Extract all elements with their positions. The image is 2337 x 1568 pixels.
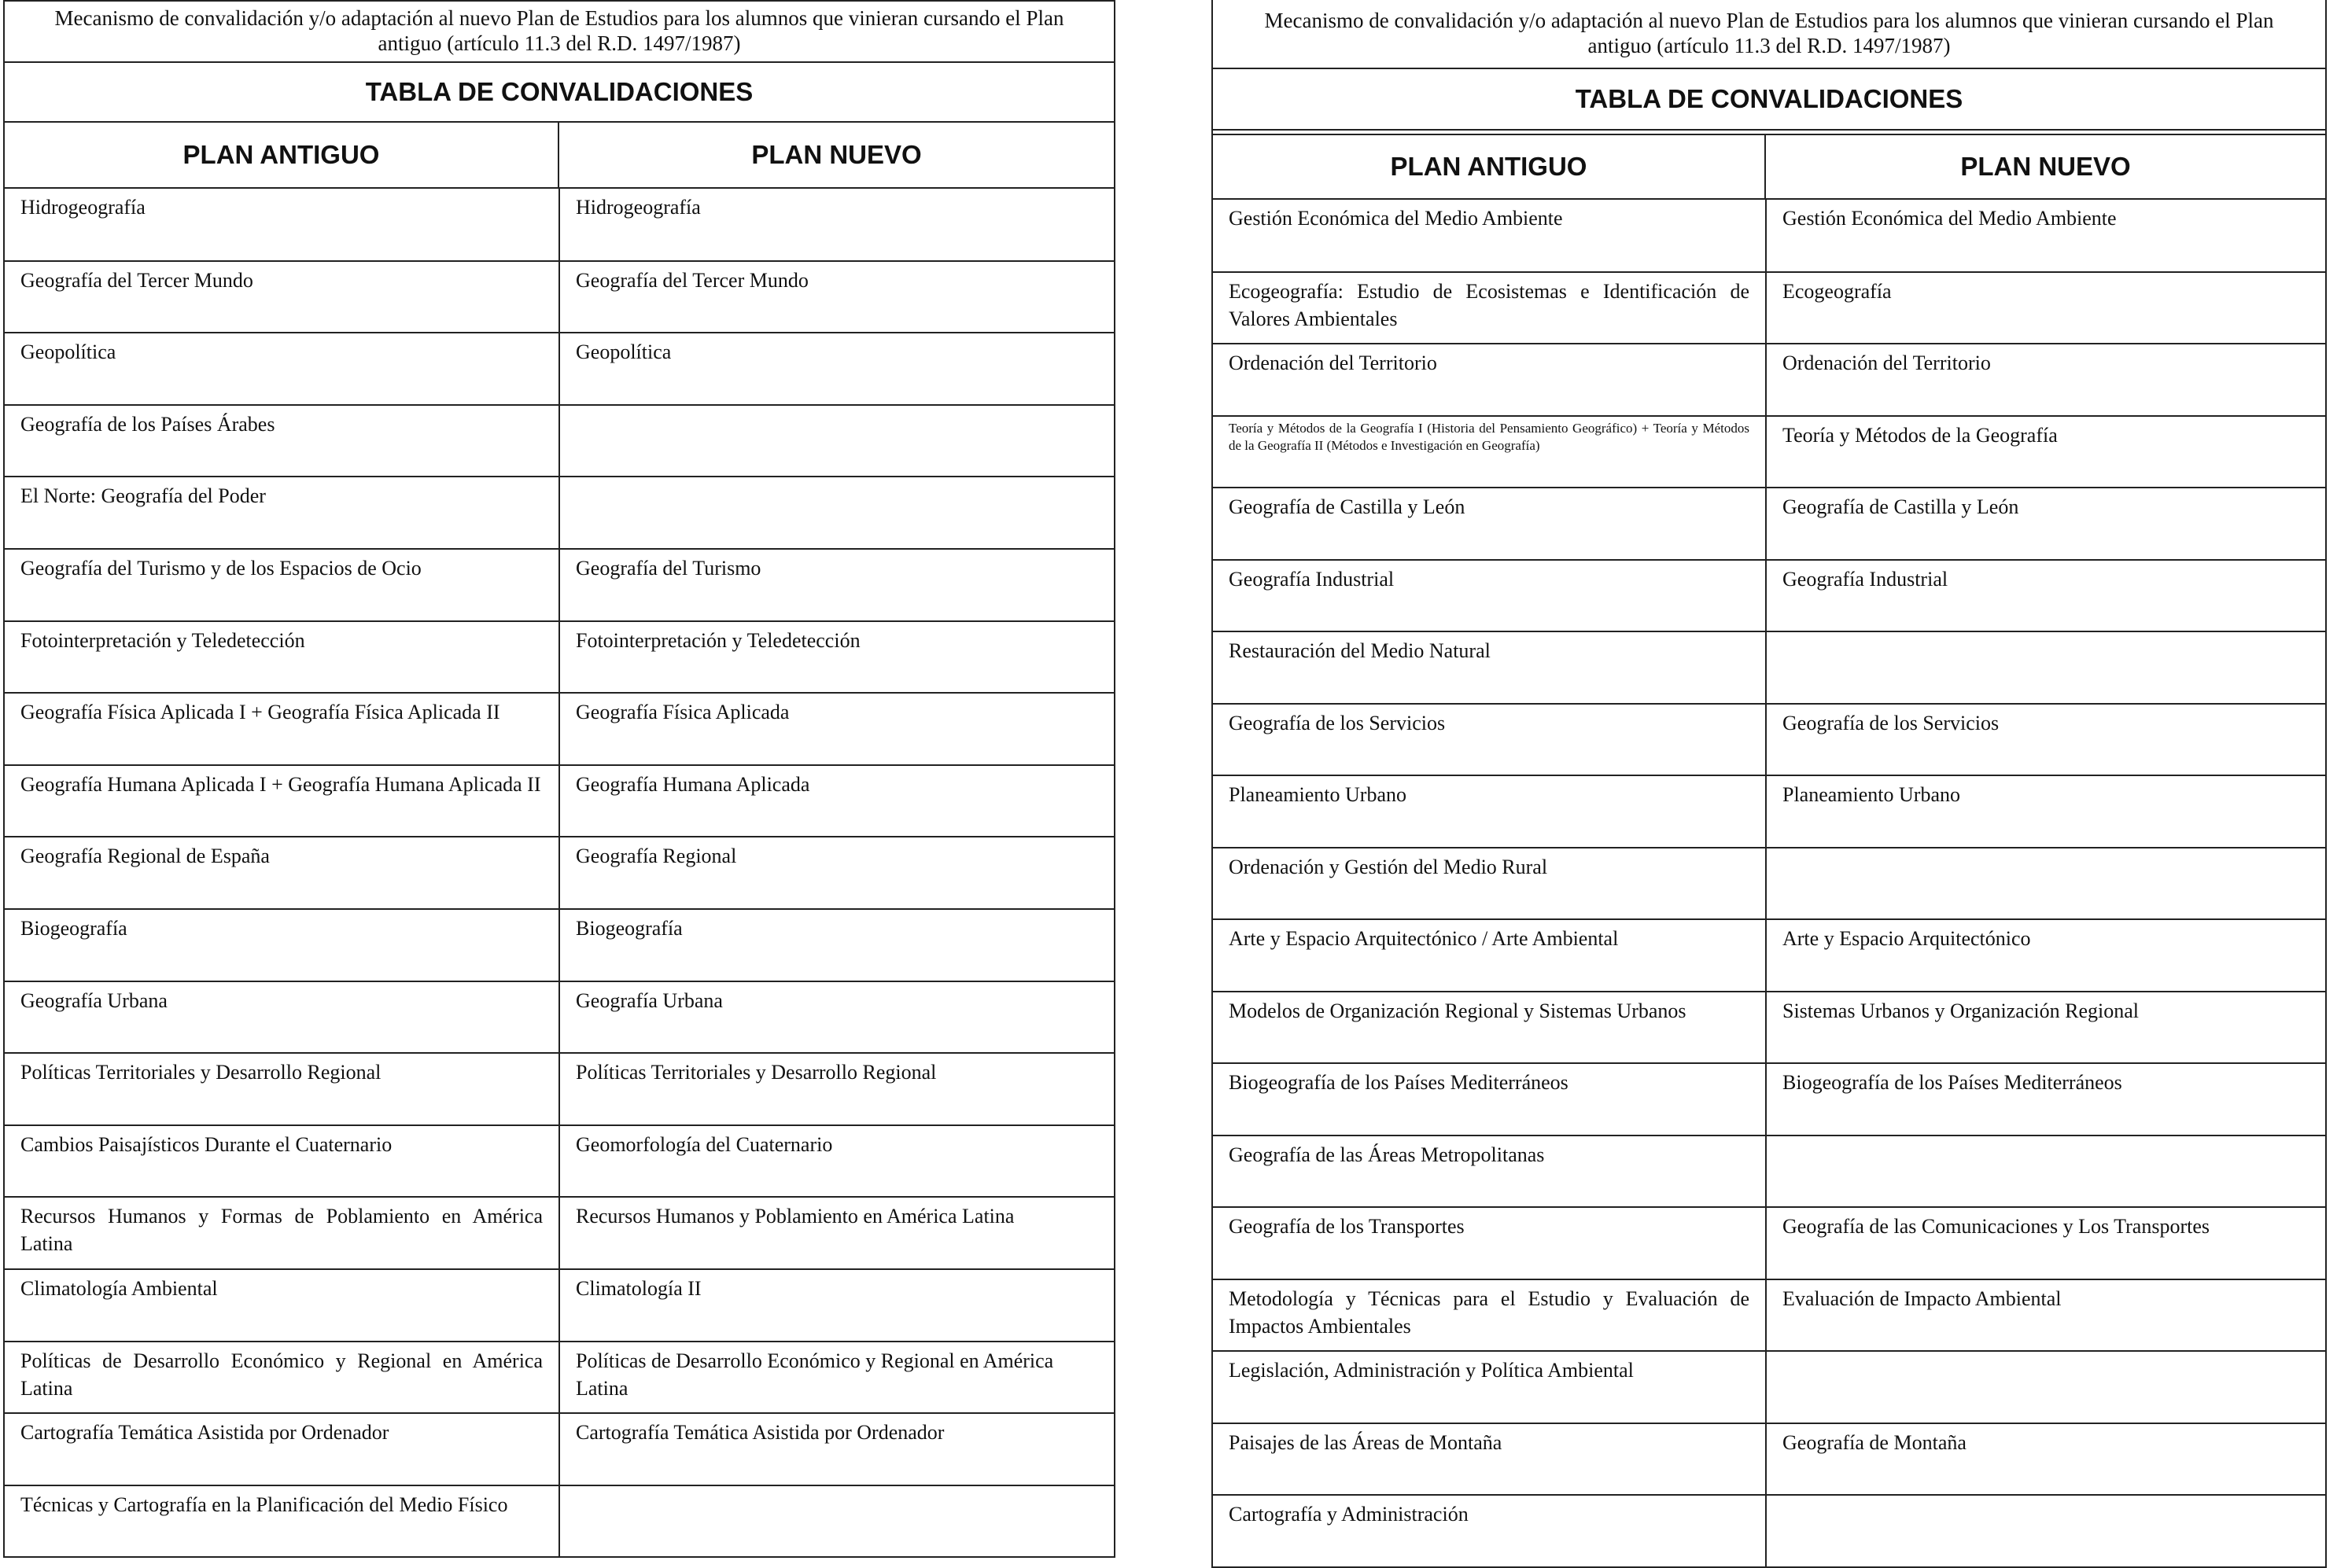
cell-plan-nuevo: Sistemas Urbanos y Organización Regional [1766, 992, 2325, 1064]
convalidation-table [5, 189, 1114, 1558]
cell-plan-nuevo: Políticas de Desarrollo Económico y Regional en América Latina [559, 1342, 1114, 1414]
page-left [3, 0, 1115, 1558]
table-row [1213, 344, 2325, 416]
cell-plan-nuevo: Climatología II [559, 1269, 1114, 1342]
table-row [5, 1485, 1114, 1558]
cell-plan-nuevo: Ecogeografía [1766, 272, 2325, 344]
cell-plan-nuevo: Hidrogeografía [559, 189, 1114, 261]
cell-plan-antiguo: Biogeografía de los Países Mediterráneos [1213, 1063, 1766, 1136]
table-row [5, 333, 1114, 405]
table-row [5, 693, 1114, 765]
cell-plan-nuevo [1766, 1495, 2325, 1567]
cell-plan-nuevo: Planeamiento Urbano [1766, 775, 2325, 848]
cell-plan-antiguo: Metodología y Técnicas para el Estudio y Evaluación de Impactos Ambientales [1213, 1279, 1766, 1352]
cell-plan-nuevo [1766, 848, 2325, 920]
cell-plan-nuevo: Geografía Física Aplicada [559, 693, 1114, 765]
cell-plan-antiguo: Geografía de las Áreas Metropolitanas [1213, 1136, 1766, 1208]
table-row [1213, 1063, 2325, 1136]
cell-plan-nuevo: Geografía Humana Aplicada [559, 765, 1114, 837]
table-row [1213, 1423, 2325, 1496]
table-row [1213, 775, 2325, 848]
cell-plan-antiguo: Paisajes de las Áreas de Montaña [1213, 1423, 1766, 1496]
cell-plan-nuevo: Biogeografía [559, 909, 1114, 981]
intro-text: Mecanismo de convalidación y/o adaptación al nuevo Plan de Estudios para los alumnos que vinieran cursando el Plan antiguo (artículo 11.3 del R.D. 1497/1987) [5, 0, 1114, 61]
cell-plan-nuevo: Biogeografía de los Países Mediterráneos [1766, 1063, 2325, 1136]
cell-plan-nuevo: Geografía del Tercer Mundo [559, 261, 1114, 333]
cell-plan-antiguo: Legislación, Administración y Política Ambiental [1213, 1351, 1766, 1423]
table-row [5, 477, 1114, 549]
cell-plan-nuevo: Políticas Territoriales y Desarrollo Regional [559, 1053, 1114, 1125]
table-title: TABLA DE CONVALIDACIONES [1213, 68, 2325, 131]
cell-plan-antiguo: Geografía de los Transportes [1213, 1207, 1766, 1279]
cell-plan-nuevo [559, 477, 1114, 549]
intro-text: Mecanismo de convalidación y/o adaptación al nuevo Plan de Estudios para los alumnos que vinieran cursando el Plan antiguo (artículo 11.3 del R.D. 1497/1987) [1264, 9, 2274, 57]
table-row [1213, 560, 2325, 632]
cell-plan-antiguo: Geografía del Tercer Mundo [5, 261, 559, 333]
cell-plan-nuevo [1766, 1351, 2325, 1423]
cell-plan-nuevo: Gestión Económica del Medio Ambiente [1766, 200, 2325, 272]
cell-plan-antiguo: Geografía Urbana [5, 981, 559, 1054]
cell-plan-antiguo: Teoría y Métodos de la Geografía I (Historia del Pensamiento Geográfico) + Teoría y Métodos de la Geografía II (Métodos e Investigación en Geografía) [1213, 416, 1766, 488]
cell-plan-antiguo: Geografía Física Aplicada I + Geografía Física Aplicada II [5, 693, 559, 765]
cell-plan-nuevo: Geografía de Castilla y León [1766, 488, 2325, 560]
cell-plan-nuevo: Evaluación de Impacto Ambiental [1766, 1279, 2325, 1352]
table-row [1213, 992, 2325, 1064]
table-row [5, 621, 1114, 694]
cell-plan-antiguo: Geografía de Castilla y León [1213, 488, 1766, 560]
convalidation-table [1213, 200, 2325, 1568]
table-row [5, 909, 1114, 981]
page-right [1211, 0, 2327, 1568]
cell-plan-antiguo: Ordenación del Territorio [1213, 344, 1766, 416]
table-row [1213, 1136, 2325, 1208]
table-row [1213, 1279, 2325, 1352]
table-row [1213, 200, 2325, 272]
cell-plan-antiguo: Políticas Territoriales y Desarrollo Regional [5, 1053, 559, 1125]
cell-plan-nuevo [1766, 631, 2325, 704]
cell-plan-antiguo: Recursos Humanos y Formas de Poblamiento en América Latina [5, 1197, 559, 1269]
cell-plan-nuevo: Arte y Espacio Arquitectónico [1766, 919, 2325, 992]
cell-plan-antiguo: Geopolítica [5, 333, 559, 405]
cell-plan-antiguo: Cambios Paisajísticos Durante el Cuaternario [5, 1125, 559, 1198]
table-row [5, 1053, 1114, 1125]
cell-plan-nuevo: Geografía Urbana [559, 981, 1114, 1054]
cell-plan-antiguo: Modelos de Organización Regional y Sistemas Urbanos [1213, 992, 1766, 1064]
cell-plan-nuevo: Recursos Humanos y Poblamiento en América Latina [559, 1197, 1114, 1269]
table-row [1213, 631, 2325, 704]
header-plan-antiguo: PLAN ANTIGUO [1213, 135, 1766, 198]
table-row [1213, 919, 2325, 992]
cell-plan-nuevo: Fotointerpretación y Teledetección [559, 621, 1114, 694]
table-row [5, 1342, 1114, 1414]
table-row [1213, 488, 2325, 560]
header-plan-antiguo: PLAN ANTIGUO [5, 123, 559, 187]
cell-plan-antiguo: Cartografía y Administración [1213, 1495, 1766, 1567]
column-header-row [5, 123, 1114, 189]
cell-plan-antiguo: Planeamiento Urbano [1213, 775, 1766, 848]
cell-plan-antiguo: El Norte: Geografía del Poder [5, 477, 559, 549]
cell-plan-antiguo: Gestión Económica del Medio Ambiente [1213, 200, 1766, 272]
cell-plan-antiguo: Hidrogeografía [5, 189, 559, 261]
cell-plan-antiguo: Geografía Industrial [1213, 560, 1766, 632]
cell-plan-antiguo: Políticas de Desarrollo Económico y Regional en América Latina [5, 1342, 559, 1414]
table-row [5, 549, 1114, 621]
cell-plan-nuevo: Geografía del Turismo [559, 549, 1114, 621]
table-row [1213, 704, 2325, 776]
cell-plan-nuevo [1766, 1136, 2325, 1208]
table-row [5, 1269, 1114, 1342]
table-row [5, 837, 1114, 909]
table-row [1213, 848, 2325, 920]
cell-plan-nuevo [559, 405, 1114, 477]
cell-plan-antiguo: Ecogeografía: Estudio de Ecosistemas e Identificación de Valores Ambientales [1213, 272, 1766, 344]
cell-plan-antiguo: Geografía del Turismo y de los Espacios de Ocio [5, 549, 559, 621]
cell-plan-antiguo: Climatología Ambiental [5, 1269, 559, 1342]
table-row [5, 261, 1114, 333]
header-plan-nuevo: PLAN NUEVO [751, 140, 922, 169]
cell-plan-antiguo: Técnicas y Cartografía en la Planificación del Medio Físico [5, 1485, 559, 1558]
table-row [5, 1125, 1114, 1198]
table-row [1213, 1495, 2325, 1567]
table-row [1213, 416, 2325, 488]
table-row [1213, 1351, 2325, 1423]
header-plan-nuevo: PLAN NUEVO [1960, 152, 2131, 181]
column-header-row [1213, 134, 2325, 200]
cell-plan-nuevo: Ordenación del Territorio [1766, 344, 2325, 416]
cell-plan-antiguo: Arte y Espacio Arquitectónico / Arte Ambiental [1213, 919, 1766, 992]
cell-plan-nuevo: Geografía de Montaña [1766, 1423, 2325, 1496]
cell-plan-antiguo: Geografía de los Países Árabes [5, 405, 559, 477]
table-row [5, 405, 1114, 477]
cell-plan-antiguo: Geografía de los Servicios [1213, 704, 1766, 776]
cell-plan-antiguo: Cartografía Temática Asistida por Ordenador [5, 1413, 559, 1485]
cell-plan-nuevo: Teoría y Métodos de la Geografía [1766, 416, 2325, 488]
table-row [5, 1413, 1114, 1485]
cell-plan-antiguo: Geografía Humana Aplicada I + Geografía Humana Aplicada II [5, 765, 559, 837]
cell-plan-nuevo: Geomorfología del Cuaternario [559, 1125, 1114, 1198]
table-row [1213, 1207, 2325, 1279]
cell-plan-antiguo: Fotointerpretación y Teledetección [5, 621, 559, 694]
table-title: TABLA DE CONVALIDACIONES [5, 61, 1114, 123]
table-row [5, 981, 1114, 1054]
table-row [1213, 272, 2325, 344]
cell-plan-nuevo [559, 1485, 1114, 1558]
cell-plan-nuevo: Geografía Regional [559, 837, 1114, 909]
cell-plan-nuevo: Geografía de los Servicios [1766, 704, 2325, 776]
table-row [5, 765, 1114, 837]
cell-plan-antiguo: Ordenación y Gestión del Medio Rural [1213, 848, 1766, 920]
cell-plan-nuevo: Geopolítica [559, 333, 1114, 405]
cell-plan-antiguo: Biogeografía [5, 909, 559, 981]
table-row [5, 1197, 1114, 1269]
table-row [5, 189, 1114, 261]
cell-plan-antiguo: Restauración del Medio Natural [1213, 631, 1766, 704]
cell-plan-nuevo: Geografía Industrial [1766, 560, 2325, 632]
cell-plan-nuevo: Geografía de las Comunicaciones y Los Transportes [1766, 1207, 2325, 1279]
cell-plan-antiguo: Geografía Regional de España [5, 837, 559, 909]
cell-plan-nuevo: Cartografía Temática Asistida por Ordenador [559, 1413, 1114, 1485]
